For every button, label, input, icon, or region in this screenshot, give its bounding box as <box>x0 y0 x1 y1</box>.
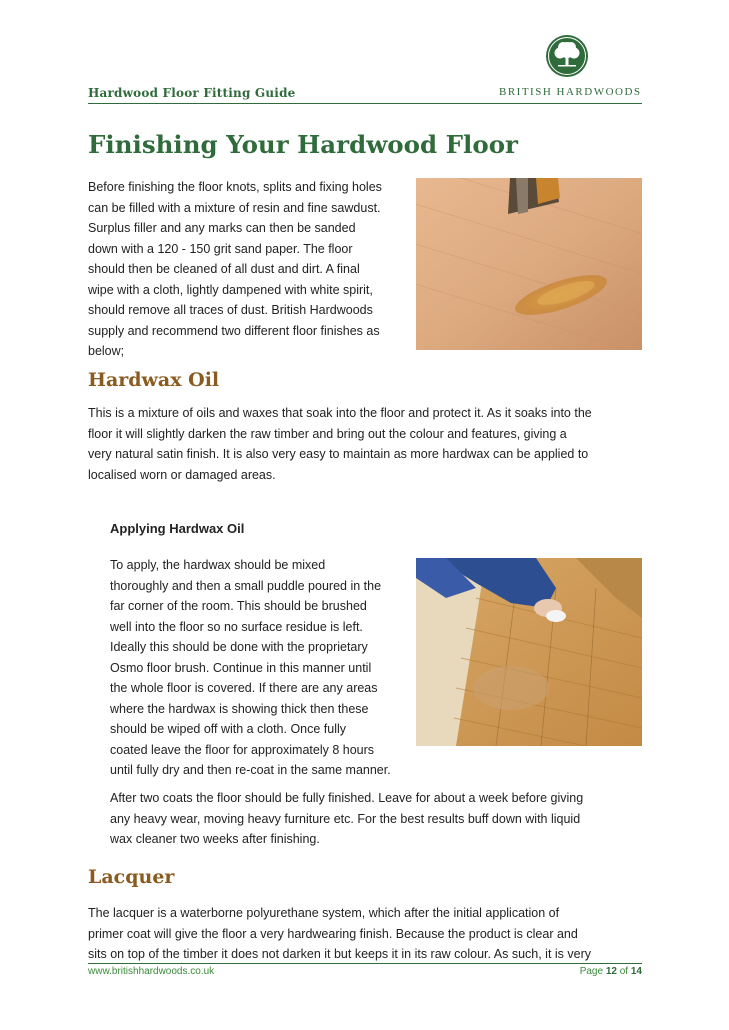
section-heading-lacquer: Lacquer <box>88 866 175 888</box>
text-line: the whole floor is covered. If there are any areas <box>110 681 378 695</box>
lacquer-paragraph <box>88 903 648 965</box>
text-line: supply and recommend two different floor finishes as <box>88 323 380 338</box>
page-title: Finishing Your Hardwood Floor <box>88 130 518 159</box>
header-title: Hardwood Floor Fitting Guide <box>88 86 296 100</box>
text-line: should be wiped off with a cloth. Once fully <box>110 722 347 736</box>
brand-name: BRITISH HARDWOODS <box>499 86 642 98</box>
text-line: very natural satin finish. It is also very easy to maintain as more hardwax can be applied to <box>88 447 589 461</box>
page-current: 12 <box>605 966 617 977</box>
text-line: should remove all traces of dust. British Hardwoods <box>88 303 373 317</box>
filler-scraper-photo <box>416 178 642 350</box>
page-of-label: of <box>619 966 629 977</box>
text-line: To apply, the hardwax should be mixed <box>110 558 326 572</box>
text-line: below; <box>88 344 125 358</box>
footer-website-link[interactable]: www.britishhardwoods.co.uk <box>88 966 215 977</box>
applying-paragraph <box>110 555 414 781</box>
text-line: until fully dry and then re-coat in the same manner. <box>110 763 391 777</box>
subheading-applying-hardwax-oil: Applying Hardwax Oil <box>110 521 245 536</box>
text-line: wipe with a cloth, lightly dampened with white spirit, <box>88 282 373 297</box>
text-line: can be filled with a mixture of resin and fine sawdust. <box>88 200 381 215</box>
text-line: coated leave the floor for approximately 8 hours <box>110 742 375 757</box>
text-line: floor it will slightly darken the raw timber and bring out the colour and features, giving a <box>88 426 567 441</box>
page-label: Page <box>579 966 604 977</box>
text-line: This is a mixture of oils and waxes that soak into the floor and protect it. As it soaks into the <box>88 406 592 420</box>
text-line: should then be cleaned of all dust and dirt. A final <box>88 262 360 276</box>
header-divider <box>88 103 642 104</box>
text-line: any heavy wear, moving heavy furniture etc. For the best results buff down with liquid <box>110 811 581 826</box>
text-line: thoroughly and then a small puddle poured in the <box>110 578 382 593</box>
text-line: sits on top of the timber it does not darken it but keeps it in its raw colour. As such, it is very <box>88 947 592 961</box>
after-coats-paragraph <box>110 788 642 850</box>
footer-divider <box>88 963 642 964</box>
section-heading-hardwax-oil: Hardwax Oil <box>88 369 220 391</box>
page-total: 14 <box>630 966 642 977</box>
tree-icon <box>545 34 589 78</box>
text-line: After two coats the floor should be fully finished. Leave for about a week before giving <box>110 791 584 805</box>
text-line: primer coat will give the floor a very hardwearing finish. Because the product is clear and <box>88 926 578 941</box>
text-line: Ideally this should be done with the proprietary <box>110 640 368 654</box>
text-line: localised worn or damaged areas. <box>88 467 276 482</box>
text-line: Before finishing the floor knots, splits and fixing holes <box>88 180 382 194</box>
text-line: down with a 120 - 150 grit sand paper. The floor <box>88 241 353 256</box>
text-line: wax cleaner two weeks after finishing. <box>110 832 320 846</box>
text-line: Osmo floor brush. Continue in this manner until <box>110 660 372 675</box>
page-number <box>580 966 642 977</box>
text-line: far corner of the room. This should be brushed <box>110 599 367 613</box>
hardwax-paragraph <box>88 403 648 485</box>
applying-hardwax-photo <box>416 558 642 746</box>
text-line: where the hardwax is showing thick then these <box>110 701 369 716</box>
text-line: well into the floor so no surface residue is left. <box>110 619 363 634</box>
text-line: The lacquer is a waterborne polyurethane system, which after the initial application of <box>88 906 560 920</box>
text-line: Surplus filler and any marks can then be sanded <box>88 221 356 235</box>
intro-paragraph <box>88 177 410 362</box>
